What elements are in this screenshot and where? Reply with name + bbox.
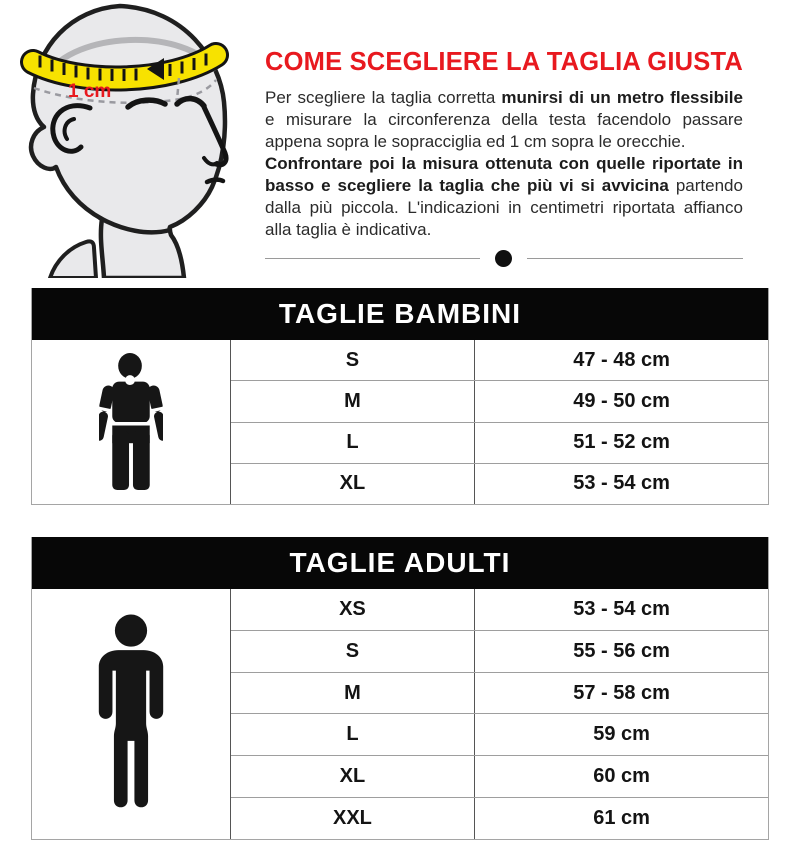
table-row [231, 463, 768, 504]
intro-section [0, 0, 800, 278]
intro-p1-text: Per scegliere la taglia corretta [265, 88, 502, 107]
size-label: XL [231, 756, 475, 797]
intro-p1-text-2: e misurare la circonferenza della testa facendolo passare appena sopra le sopracciglia ed 1 cm sopra le orecchie. [265, 110, 743, 151]
divider-dot-icon [495, 250, 512, 267]
size-range: 61 cm [593, 807, 650, 830]
divider-line-right [527, 258, 742, 259]
size-range: 55 - 56 cm [573, 639, 670, 662]
size-range: 53 - 54 cm [573, 472, 670, 495]
child-icon [99, 352, 163, 492]
kids-size-table [31, 288, 769, 505]
table-row [231, 672, 768, 714]
table-row [231, 589, 768, 630]
intro-paragraph-2 [265, 153, 743, 241]
size-range: 59 cm [593, 723, 650, 746]
size-range: 51 - 52 cm [573, 431, 670, 454]
table-row [231, 713, 768, 755]
table-row [231, 755, 768, 797]
size-label: XL [231, 464, 475, 504]
intro-p2-bold: Confrontare poi la misura ottenuta con quelle riportate in basso e scegliere la taglia che più vi si avvicina [265, 154, 743, 195]
size-label: L [231, 714, 475, 755]
table-row [231, 630, 768, 672]
size-label: M [231, 673, 475, 714]
intro-p2-text: partendo dalla più piccola. L'indicazioni in centimetri riportata affianco alla taglia è indicativa. [265, 176, 743, 239]
size-label: XXL [231, 798, 475, 839]
tape-measure-label: 1 cm [68, 81, 112, 102]
head-measure-icon [20, 0, 255, 278]
size-label: XS [231, 589, 475, 630]
adult-icon-cell [32, 589, 231, 839]
table-row [231, 422, 768, 463]
size-range: 49 - 50 cm [573, 389, 670, 412]
adults-size-table [31, 537, 769, 840]
intro-copy [265, 0, 743, 278]
page-title: COME SCEGLIERE LA TAGLIA GIUSTA [265, 48, 743, 76]
head-measure-illustration [20, 0, 255, 278]
size-label: L [231, 423, 475, 463]
table-row [231, 380, 768, 421]
kids-table-rows [231, 340, 768, 504]
size-label: M [231, 381, 475, 421]
adult-icon [91, 614, 171, 814]
intro-paragraph-1 [265, 87, 743, 153]
size-range: 47 - 48 cm [573, 348, 670, 371]
size-label: S [231, 340, 475, 380]
adults-table-rows [231, 589, 768, 839]
size-range: 57 - 58 cm [573, 681, 670, 704]
kids-table-title: TAGLIE BAMBINI [32, 288, 768, 340]
table-row [231, 797, 768, 839]
child-icon-cell [32, 340, 231, 504]
divider-line-left [265, 258, 480, 259]
size-range: 60 cm [593, 765, 650, 788]
size-range: 53 - 54 cm [573, 597, 670, 620]
section-divider [265, 250, 743, 267]
size-label: S [231, 631, 475, 672]
intro-p1-bold: munirsi di un metro flessibile [501, 88, 743, 107]
table-row [231, 340, 768, 380]
adults-table-title: TAGLIE ADULTI [32, 537, 768, 589]
